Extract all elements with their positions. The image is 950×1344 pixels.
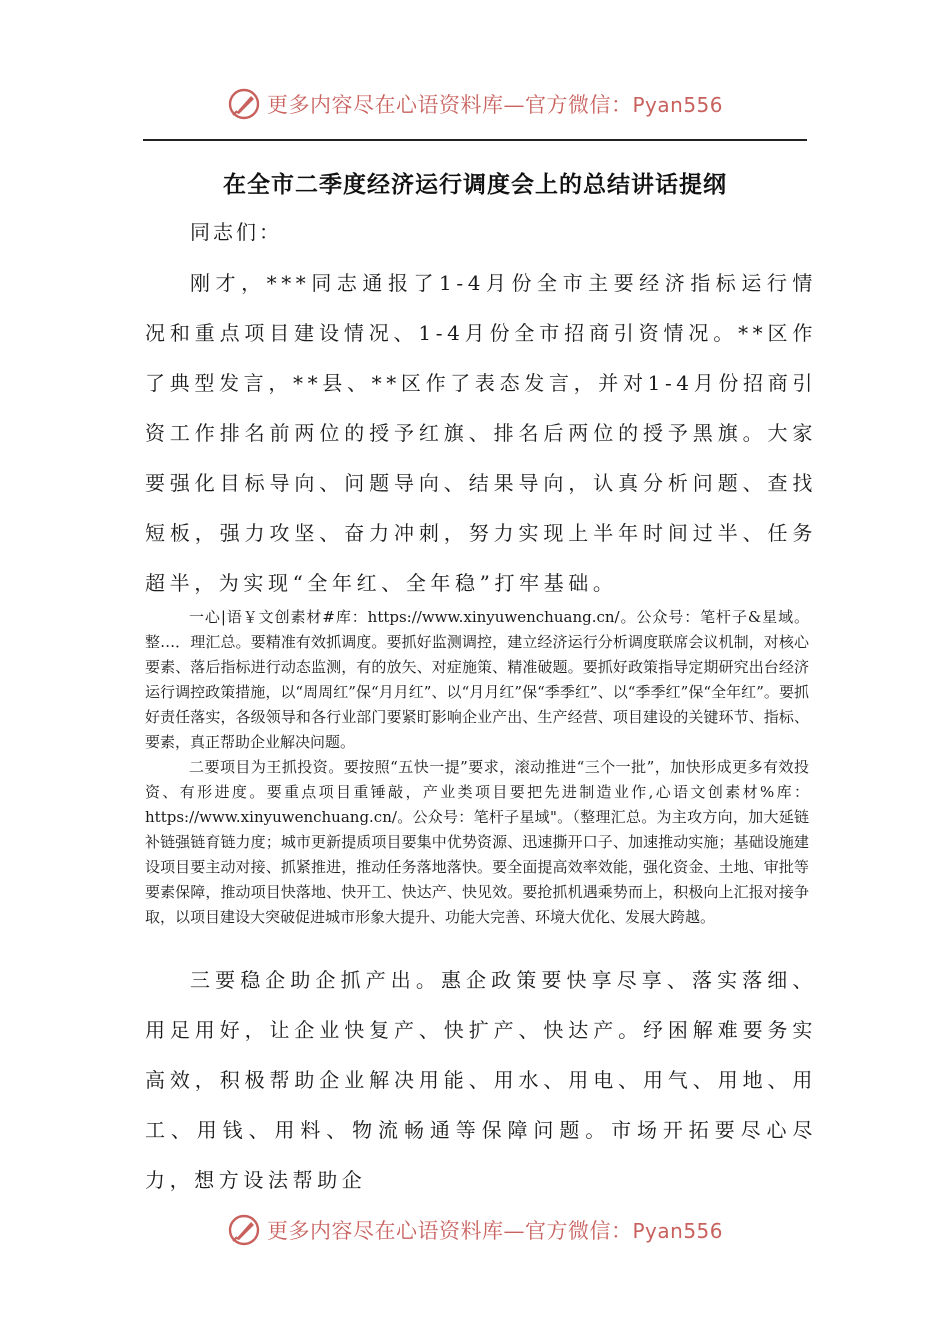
banner-text — [267, 1215, 723, 1245]
banner-wechat-id: Pyan556 — [632, 1219, 723, 1243]
footer-banner — [0, 1208, 950, 1252]
quill-logo-icon — [227, 1213, 261, 1247]
paragraph-enterprise: 三要稳企助企抓产出。惠企政策要快享尽享、落实落细、用足用好，让企业快复产、快扩产、快达产。纾困解难要务实高效，积极帮助企业解决用能、用水、用电、用气、用地、用工、用钱、用料、物流畅通等保障问题。市场开拓要尽心尽力，想方设法帮助企 — [145, 968, 817, 1192]
paragraph-scheduling: 一心|语￥文创素材#库：https://www.xinyuwenchuang.cn/。公众号：笔杆子&星域。整…．理汇总。要精准有效抓调度。要抓好监测调控，建立经济运行分析调度联席会议机制，对核心要素、落后指标进行动态监测，有的放矢、对症施策、精准破题。要抓好政策指导定期研究出台经济运行调控政策措施，以“周周红”保“月月红”、以“月月红”保“季季红”、以“季季红”保“全年红”。要抓好责任落实，各级领导和各行业部门要紧盯影响企业产出、生产经营、项目建设的关键环节、指标、要素，真正帮助企业解决问题。 — [145, 608, 809, 751]
banner-text — [267, 89, 723, 119]
greeting: 同志们： — [190, 220, 282, 244]
document-title: 在全市二季度经济运行调度会上的总结讲话提纲 — [223, 172, 727, 198]
banner-prefix: 更多内容尽在心语资料库—官方微信： — [266, 1219, 633, 1243]
quill-logo-icon — [227, 87, 261, 121]
banner-prefix: 更多内容尽在心语资料库—官方微信： — [266, 93, 633, 117]
paragraph-investment: 二要项目为王抓投资。要按照“五快一提”要求，滚动推进“三个一批”，加快形成更多有效投资、有形进度。要重点项目重锤敲，产业类项目要把先进制造业作,心语文创素材%库：https://www.xinyuwenchuang.cn/。公众号：笔杆子星域"。（整理汇总。为主攻方向，加大延链补链强链育链力度；城市更新提质项目要集中优势资源、迅速撕开口子、加速推动实施；基础设施建设项目要主动对接、抓紧推进，推动任务落地落快。要全面提高效率效能，强化资金、土地、审批等要素保障，推动项目快落地、快开工、快达产、快见效。要抢抓机遇乘势而上，积极向上汇报对接争取，以项目建设大突破促进城市形象大提升、功能大完善、环境大优化、发展大跨越。 — [145, 758, 809, 926]
header-banner — [0, 82, 950, 126]
banner-wechat-id: Pyan556 — [632, 93, 723, 117]
header-divider — [143, 139, 807, 141]
paragraph-intro: 刚才，***同志通报了1-4月份全市主要经济指标运行情况和重点项目建设情况、1-4月份全市招商引资情况。**区作了典型发言，**县、**区作了表态发言，并对1-4月份招商引资工作排名前两位的授予红旗、排名后两位的授予黑旗。大家要强化目标导向、问题导向、结果导向，认真分析问题、查找短板，强力攻坚、奋力冲刺，努力实现上半年时间过半、任务超半，为实现“全年红、全年稳”打牢基础。 — [145, 271, 817, 595]
